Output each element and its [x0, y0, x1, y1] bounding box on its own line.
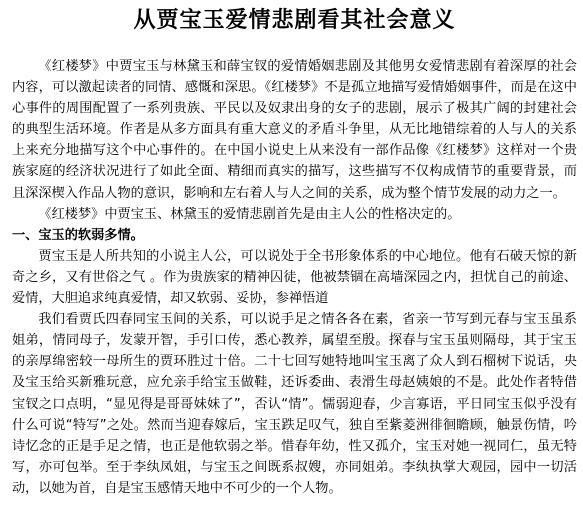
article-title: 从贾宝玉爱情悲剧看其社会意义 — [133, 7, 456, 33]
paragraph-intro: 《红楼梦》中贾宝玉与林黛玉和薛宝钗的爱情婚姻悲剧及其他男女爱情悲剧有着深厚的社会内容，可以激起读者的同情、感慨和深思。《红楼梦》不是孤立地描写爱情婚姻事件，而是在这中心事件的周围配置了一系列贵族、平民以及奴隶出身的女子的悲剧，展示了极其广阔的封建社会的典型生活环境。作者是从多方面具有重大意义的矛盾斗争里，从无比地错综着的人与人的关系上来充分地描写这个中心事件的。在中国小说史上从来没有一部作品像《红楼梦》这样对一个贵族家庭的经济状况进行了如此全面、精细而真实的描写，这些描写不仅构成情节的重要背景，而且深深楔入作品人物的意识，影响和左右着人与人之间的关系，成为整个情节发展的动力之一。 — [12, 59, 577, 201]
paragraph-baoyu-character: 贾宝玉是人所共知的小说主人公，可以说处于全书形象体系的中心地位。他有石破天惊的新奇之乡，又有世俗之气 。作为贵族家的精神囚徒，他被禁锢在高墙深园之内，担忧自己的前途、爱情，大胆追求纯真爱情，却又软弱、妥协，参禅悟道 — [12, 248, 577, 307]
paragraph-four-sisters: 我们看贾氏四春同宝玉间的关系，可以说手足之情各各在素，省亲一节写到元春与宝玉虽系姐弟，情同母子，发蒙开智，手引口传，悉心教养，属望至殷。探春与宝玉虽则隔母，其于宝玉的亲厚绵密较一母所生的贾环胜过十倍。二十七回写她特地叫宝玉离了众人到石榴树下说话，央及宝玉给买新雅玩意，应允亲手给宝玉做鞋，还诉委曲、表滑生母赵姨娘的不是。此处作者特借宝钗之口点明，“显见得是哥哥妹妹了”，否认“情”。懦弱迎春，少言寡语，平日同宝玉似乎没有什么可说“特写”之处。然而当迎春嫁后，宝玉跌足叹气，独自至紫菱洲徘徊瞻顾，触景伤情，吟诗忆念的正是手足之情，也正是他软弱之举。惜春年幼，性又孤介，宝玉对她一视同仁，虽无特写，亦可包举。至于李纨凤姐，与宝玉之间既系叔嫂，亦同姐弟。李纨执掌大观园，园中一切活动，以她为首，自是宝玉感情天地中不可少的一个人物。 — [12, 312, 577, 496]
section-heading: 一、宝玉的软弱多情。 — [12, 227, 144, 243]
paragraph-thesis: 《红楼梦》中贾宝玉、林黛玉的爱情悲剧首先是由主人公的性格决定的。 — [38, 206, 461, 222]
